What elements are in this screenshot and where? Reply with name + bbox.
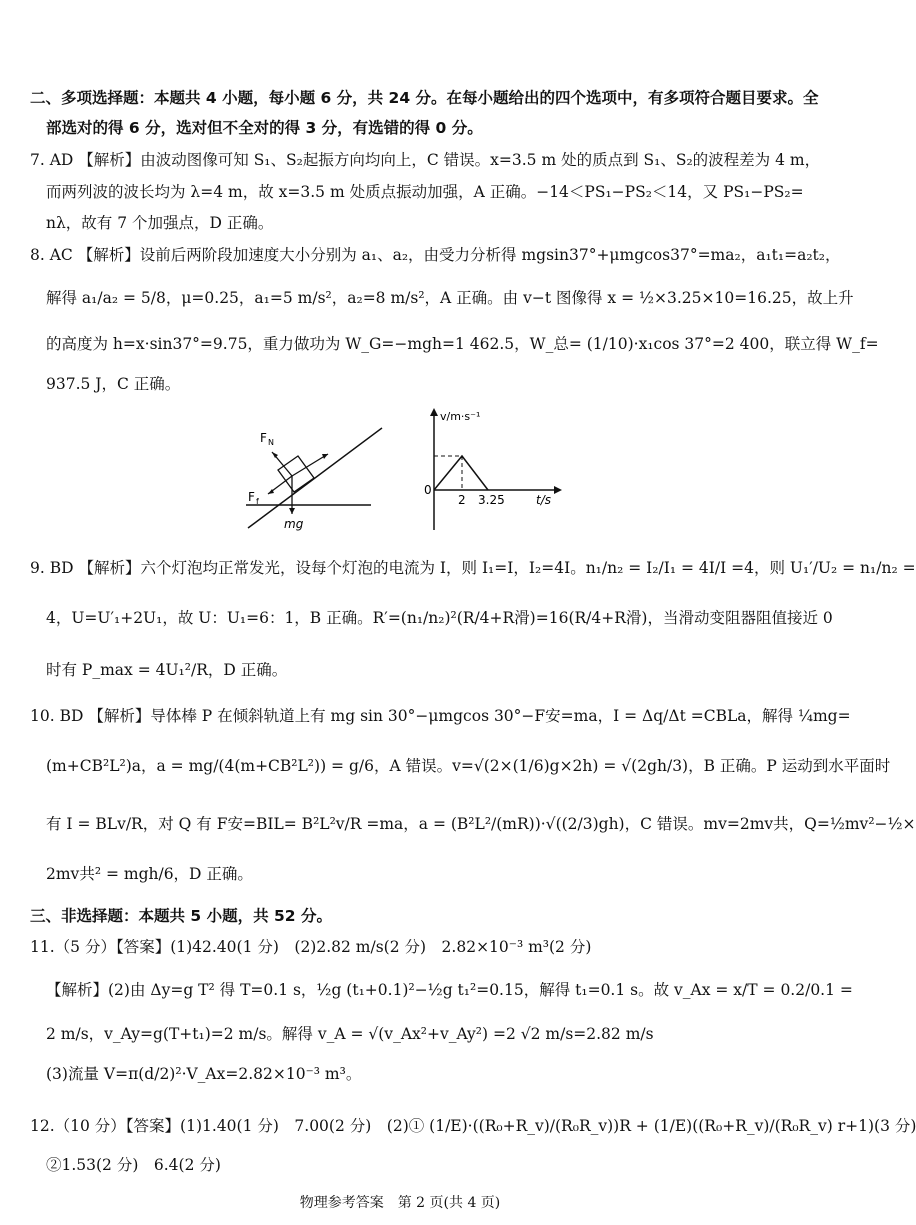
q9-line1: 9. BD 【解析】六个灯泡均正常发光，设每个灯泡的电流为 I，则 I₁=I，I₂=4I。n₁/n₂ = I₂/I₁ = 4I/I =4，则 U₁′/U₂ = n₁/n₂ = (30, 559, 916, 577)
force-diagram (236, 418, 396, 538)
section2-heading-line1: 二、多项选择题：本题共 4 小题，每小题 6 分，共 24 分。在每小题给出的四个选项中，有多项符合题目要求。全 (30, 89, 819, 107)
q7-line2: 而两列波的波长均为 λ=4 m，故 x=3.5 m 处质点振动加强，A 正确。−14＜PS₁−PS₂＜14，又 PS₁−PS₂= (46, 183, 804, 201)
tick-2: 2 (458, 493, 466, 507)
ff-label: F (248, 490, 255, 504)
q11-line1: 11.（5 分）【答案】(1)42.40(1 分) (2)2.82 m/s(2 分) 2.82×10⁻³ m³(2 分) (30, 938, 592, 956)
origin-label: 0 (424, 483, 432, 497)
section2-heading-line2: 部选对的得 6 分，选对但不全对的得 3 分，有选错的得 0 分。 (46, 119, 483, 137)
q10-line3: 有 I = BLv/R，对 Q 有 F安=BIL= B²L²v/R =ma，a = (B²L²/(mR))·√((2/3)gh)，C 错误。mv=2mv共，Q=½mv²−½× (46, 815, 916, 833)
q7-line3: nλ，故有 7 个加强点，D 正确。 (46, 214, 274, 232)
q8-line3: 的高度为 h=x·sin37°=9.75，重力做功为 W_G=−mgh=1 462.5，W_总= (1/10)·x₁cos 37°=2 400，联立得 W_f= (46, 335, 879, 353)
q12-line1: 12.（10 分）【答案】(1)1.40(1 分) 7.00(2 分) (2)① (1/E)·((R₀+R_v)/(R₀R_v))R + (1/E)((R₀+R_v)/(R₀R_v) r+1)(3 分) (30, 1117, 916, 1135)
q10-line1: 10. BD 【解析】导体棒 P 在倾斜轨道上有 mg sin 30°−μmgcos 30°−F安=ma，I = Δq/Δt =CBLa，解得 ¼mg= (30, 707, 851, 725)
q11-line4: (3)流量 V=π(d/2)²·V_Ax=2.82×10⁻³ m³。 (46, 1065, 362, 1083)
q12-line2: ②1.53(2 分) 6.4(2 分) (46, 1156, 221, 1174)
q8-line4: 937.5 J，C 正确。 (46, 375, 181, 393)
q9-line2: 4，U=U′₁+2U₁，故 U：U₁=6：1，B 正确。R′=(n₁/n₂)²(R/4+R滑)=16(R/4+R滑)，当滑动变阻器阻值接近 0 (46, 609, 833, 627)
tick-325: 3.25 (478, 493, 505, 507)
q11-line2: 【解析】(2)由 Δy=g T² 得 T=0.1 s，½g (t₁+0.1)²−½g t₁²=0.15，解得 t₁=0.1 s。故 v_Ax = x/T = 0.2/0.1 = (46, 981, 853, 999)
t-axis-label: t/s (536, 493, 551, 507)
fn-sub-label: N (268, 438, 274, 447)
q7-line1: 7. AD 【解析】由波动图像可知 S₁、S₂起振方向均向上，C 错误。x=3.5 m 处的质点到 S₁、S₂的波程差为 4 m， (30, 151, 821, 169)
q8-line1: 8. AC 【解析】设前后两阶段加速度大小分别为 a₁、a₂，由受力分析得 mgsin37°+μmgcos37°=ma₂，a₁t₁=a₂t₂， (30, 246, 841, 264)
q10-line2: (m+CB²L²)a，a = mg/(4(m+CB²L²)) = g/6，A 错误。v=√(2×(1/6)g×2h) = √(2gh/3)，B 正确。P 运动到水平面时 (46, 757, 891, 775)
ff-sub-label: f (256, 497, 259, 506)
page-footer: 物理参考答案 第 2 页(共 4 页) (299, 1195, 501, 1211)
vt-graph (418, 404, 568, 536)
q10-line4: 2mv共² = mgh/6，D 正确。 (46, 865, 253, 883)
v-axis-label: v/m·s⁻¹ (440, 410, 481, 423)
q11-line3: 2 m/s，v_Ay=g(T+t₁)=2 m/s。解得 v_A = √(v_Ax²+v_Ay²) =2 √2 m/s=2.82 m/s (46, 1025, 654, 1043)
fn-label: F (260, 431, 267, 445)
q9-line3: 时有 P_max = 4U₁²/R，D 正确。 (46, 661, 288, 679)
mg-label: mg (284, 517, 304, 531)
q8-line2: 解得 a₁/a₂ = 5/8，μ=0.25，a₁=5 m/s²，a₂=8 m/s²，A 正确。由 v−t 图像得 x = ½×3.25×10=16.25，故上升 (46, 289, 854, 307)
section3-heading: 三、非选择题：本题共 5 小题，共 52 分。 (30, 907, 332, 925)
